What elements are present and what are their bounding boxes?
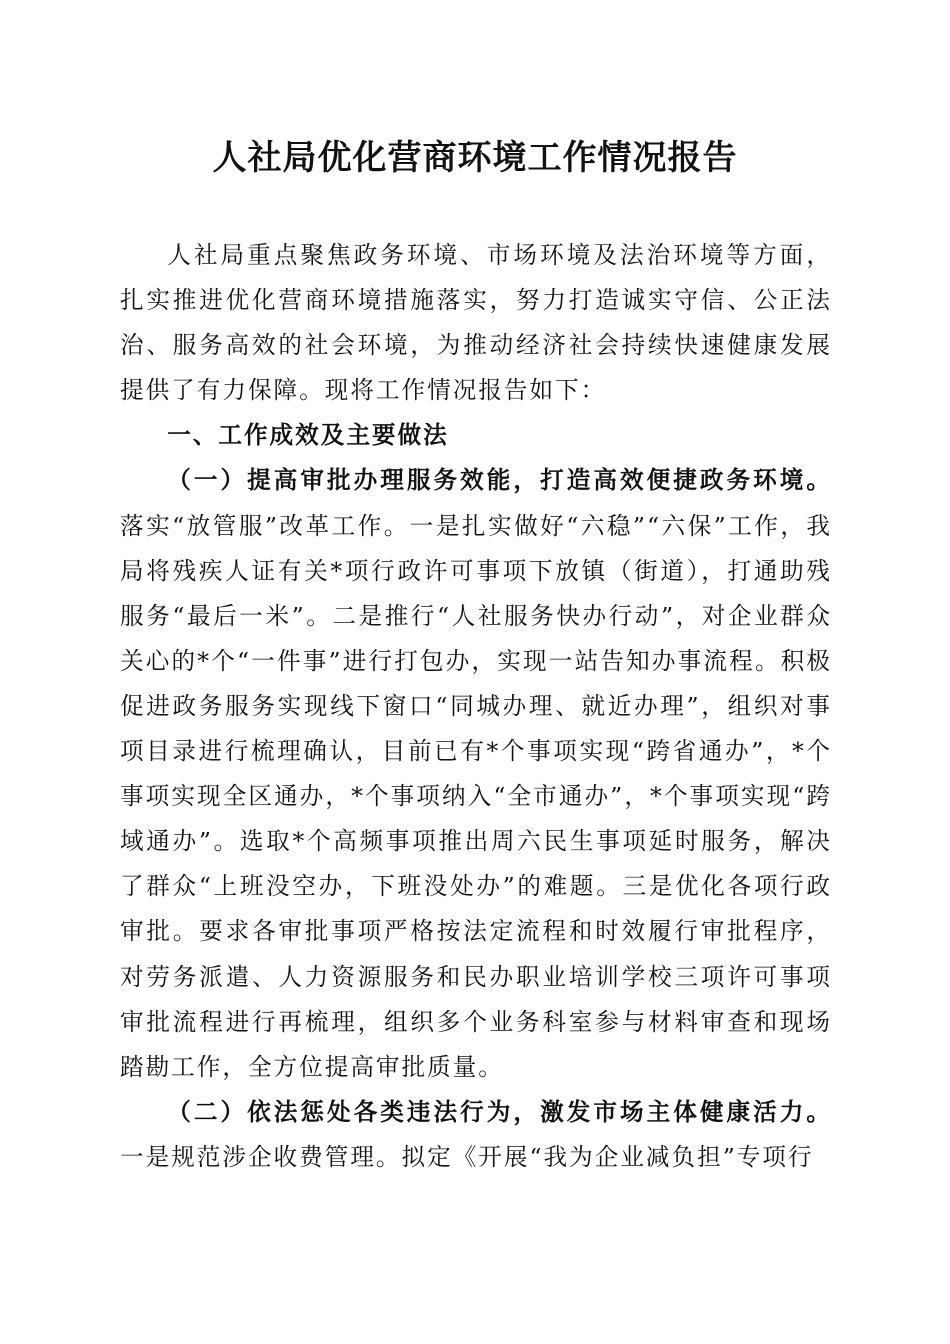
section-1-2-body: 一是规范涉企收费管理。拟定《开展“我为企业减负担”专项行 bbox=[120, 1142, 814, 1171]
section-heading-1: 一、工作成效及主要做法 bbox=[167, 421, 449, 450]
document-body bbox=[120, 233, 832, 1180]
intro-paragraph: 人社局重点聚焦政务环境、市场环境及法治环境等方面，扎实推进优化营商环境措施落实，努力打造诚实守信、公正法治、服务高效的社会环境，为推动经济社会持续快速健康发展提供了有力保障。现将工作情况报告如下： bbox=[120, 241, 832, 405]
section-1-2-heading: （二）依法惩处各类违法行为，激发市场主体健康活力。 bbox=[167, 1097, 832, 1126]
section-1-1-heading: （一）提高审批办理服务效能，打造高效便捷政务环境。 bbox=[167, 466, 832, 495]
page-title: 人社局优化营商环境工作情况报告 bbox=[212, 138, 738, 178]
section-1-2-paragraph bbox=[120, 1090, 832, 1180]
section-1-1-paragraph bbox=[120, 458, 832, 1089]
section-1-1-body: 落实“放管服”改革工作。一是扎实做好“六稳”“六保”工作，我局将残疾人证有关*项行政许可事项下放镇（街道），打通助残服务“最后一米”。二是推行“人社服务快办行动”，对企业群众关心的*个“一件事”进行打包办，实现一站告知办事流程。积极促进政务服务实现线下窗口“同城办理、就近办理”，组织对事项目录进行梳理确认，目前已有*个事项实现“跨省通办”，*个事项实现全区通办，*个事项纳入“全市通办”，*个事项实现“跨域通办”。选取*个高频事项推出周六民生事项延时服务，解决了群众“上班没空办，下班没处办”的难题。三是优化各项行政审批。要求各审批事项严格按法定流程和时效履行审批程序，对劳务派遣、人力资源服务和民办职业培训学校三项许可事项审批流程进行再梳理，组织多个业务科室参与材料审查和现场踏勘工作，全方位提高审批质量。 bbox=[120, 511, 832, 1081]
